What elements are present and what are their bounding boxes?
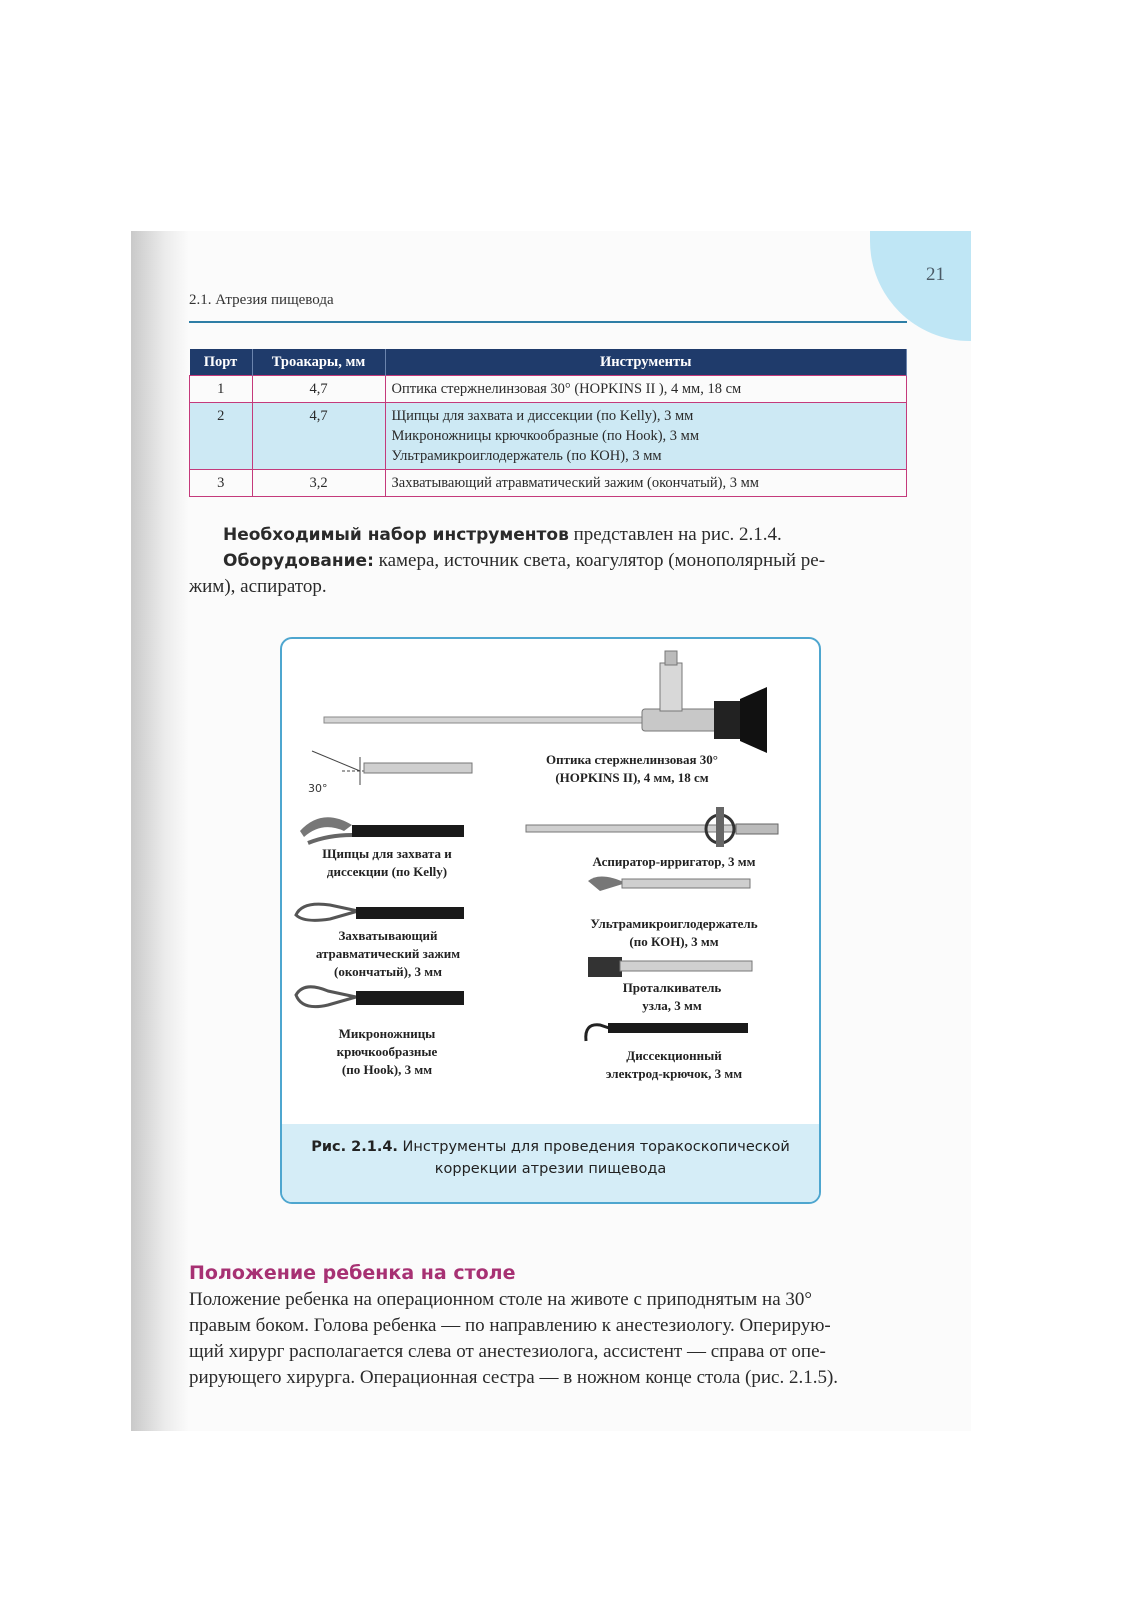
knot-pusher-image bbox=[588, 957, 752, 977]
section-heading: Положение ребенка на столе bbox=[189, 1262, 516, 1284]
label-line: узла, 3 мм bbox=[642, 998, 702, 1013]
figure-caption bbox=[282, 1124, 819, 1202]
paragraph-text: камера, источник света, коагулятор (монополярный ре- bbox=[373, 550, 826, 571]
caption-text: Инструменты для проведения торакоскопической bbox=[397, 1139, 790, 1155]
cell-port: 2 bbox=[190, 403, 253, 470]
kelly-forceps-image bbox=[300, 817, 464, 843]
optics-tip-image bbox=[312, 751, 472, 785]
section-line: рирующего хирурга. Операционная сестра — в ножном конце стола (рис. 2.1.5). bbox=[189, 1367, 839, 1388]
label-line: диссекции (по Kelly) bbox=[326, 864, 448, 879]
ports-table bbox=[189, 349, 907, 497]
col-port: Порт bbox=[190, 349, 253, 376]
instrument-line: Ультрамикроиглодержатель (по КОН), 3 мм bbox=[391, 448, 662, 464]
label-line: (по КОН), 3 мм bbox=[629, 934, 719, 949]
paragraph-text: представлен на рис. 2.1.4. bbox=[568, 524, 782, 545]
cell-instruments bbox=[385, 376, 907, 403]
caption-number: Рис. 2.1.4. bbox=[311, 1139, 398, 1155]
instrument-line: Щипцы для захвата и диссекции (по Kelly), 3 мм bbox=[391, 408, 694, 424]
label-line: Ультрамикроиглодержатель bbox=[590, 916, 758, 931]
label-line: Диссекционный bbox=[626, 1048, 722, 1063]
section-line: Положение ребенка на операционном столе на животе с приподнятым на 30° bbox=[189, 1289, 812, 1310]
aspirator-image bbox=[526, 807, 778, 847]
paragraph-instruments bbox=[223, 521, 907, 549]
label-line: Аспиратор-ирригатор, 3 мм bbox=[592, 854, 756, 869]
paragraph-bold: Оборудование: bbox=[223, 551, 374, 571]
figure-instruments bbox=[280, 637, 821, 1204]
grasper-image bbox=[296, 904, 464, 920]
label-scissors bbox=[292, 1025, 482, 1079]
section-line: правым боком. Голова ребенка — по направлению к анестезиологу. Оперирую- bbox=[189, 1315, 831, 1336]
instrument-line: Микроножницы крючкообразные (по Hook), 3 мм bbox=[391, 428, 700, 444]
page-number: 21 bbox=[926, 264, 945, 285]
binding-shadow bbox=[131, 231, 189, 1431]
label-needle-holder bbox=[554, 915, 794, 951]
label-line: Щипцы для захвата и bbox=[322, 846, 452, 861]
label-line: Микроножницы bbox=[338, 1026, 436, 1041]
hook-electrode-image bbox=[586, 1023, 748, 1041]
running-head: 2.1. Атрезия пищевода bbox=[189, 292, 334, 308]
label-line: Захватывающий bbox=[338, 928, 438, 943]
label-line: (окончатый), 3 мм bbox=[334, 964, 442, 979]
cell-port: 3 bbox=[190, 470, 253, 497]
cell-instruments bbox=[385, 470, 907, 497]
table-row bbox=[190, 403, 907, 470]
label-line: Оптика стержнелинзовая 30° bbox=[546, 752, 718, 767]
caption-line-1 bbox=[282, 1136, 819, 1158]
cell-instruments bbox=[385, 403, 907, 470]
header-rule bbox=[189, 321, 907, 323]
angle-label: 30° bbox=[308, 782, 328, 795]
instrument-line: Оптика стержнелинзовая 30° (HOPKINS II ), 4 мм, 18 см bbox=[391, 381, 742, 397]
table-row bbox=[190, 470, 907, 497]
label-line: атравматический зажим bbox=[315, 946, 461, 961]
label-line: (HOPKINS II), 4 мм, 18 см bbox=[555, 770, 709, 785]
cell-trocar: 4,7 bbox=[252, 376, 385, 403]
label-line: электрод-крючок, 3 мм bbox=[605, 1066, 743, 1081]
label-hook-electrode bbox=[574, 1047, 774, 1083]
col-trocar: Троакары, мм bbox=[252, 349, 385, 376]
caption-line-2: коррекции атрезии пищевода bbox=[434, 1161, 667, 1177]
label-grasper bbox=[288, 927, 488, 981]
label-optics bbox=[502, 751, 762, 787]
paragraph-continuation: жим), аспиратор. bbox=[189, 576, 327, 597]
paragraph-bold: Необходимый набор инструментов bbox=[223, 525, 569, 545]
cell-trocar: 4,7 bbox=[252, 403, 385, 470]
label-aspirator bbox=[554, 853, 794, 871]
table-row bbox=[190, 376, 907, 403]
label-line: Проталкиватель bbox=[622, 980, 722, 995]
table-header-row bbox=[190, 349, 907, 376]
paragraph-equipment bbox=[223, 547, 907, 575]
section-line: щий хирург располагается слева от анестезиолога, ассистент — справа от опе- bbox=[189, 1341, 826, 1362]
needle-holder-image bbox=[588, 876, 750, 891]
micro-scissors-image bbox=[296, 987, 464, 1007]
optics-telescope-image bbox=[324, 651, 767, 753]
label-line: (по Hook), 3 мм bbox=[341, 1062, 433, 1077]
label-kelly bbox=[292, 845, 482, 881]
col-instruments: Инструменты bbox=[385, 349, 907, 376]
label-line: крючкообразные bbox=[336, 1044, 438, 1059]
label-knot-pusher bbox=[582, 979, 762, 1015]
cell-trocar: 3,2 bbox=[252, 470, 385, 497]
instrument-line: Захватывающий атравматический зажим (окончатый), 3 мм bbox=[391, 475, 759, 491]
cell-port: 1 bbox=[190, 376, 253, 403]
